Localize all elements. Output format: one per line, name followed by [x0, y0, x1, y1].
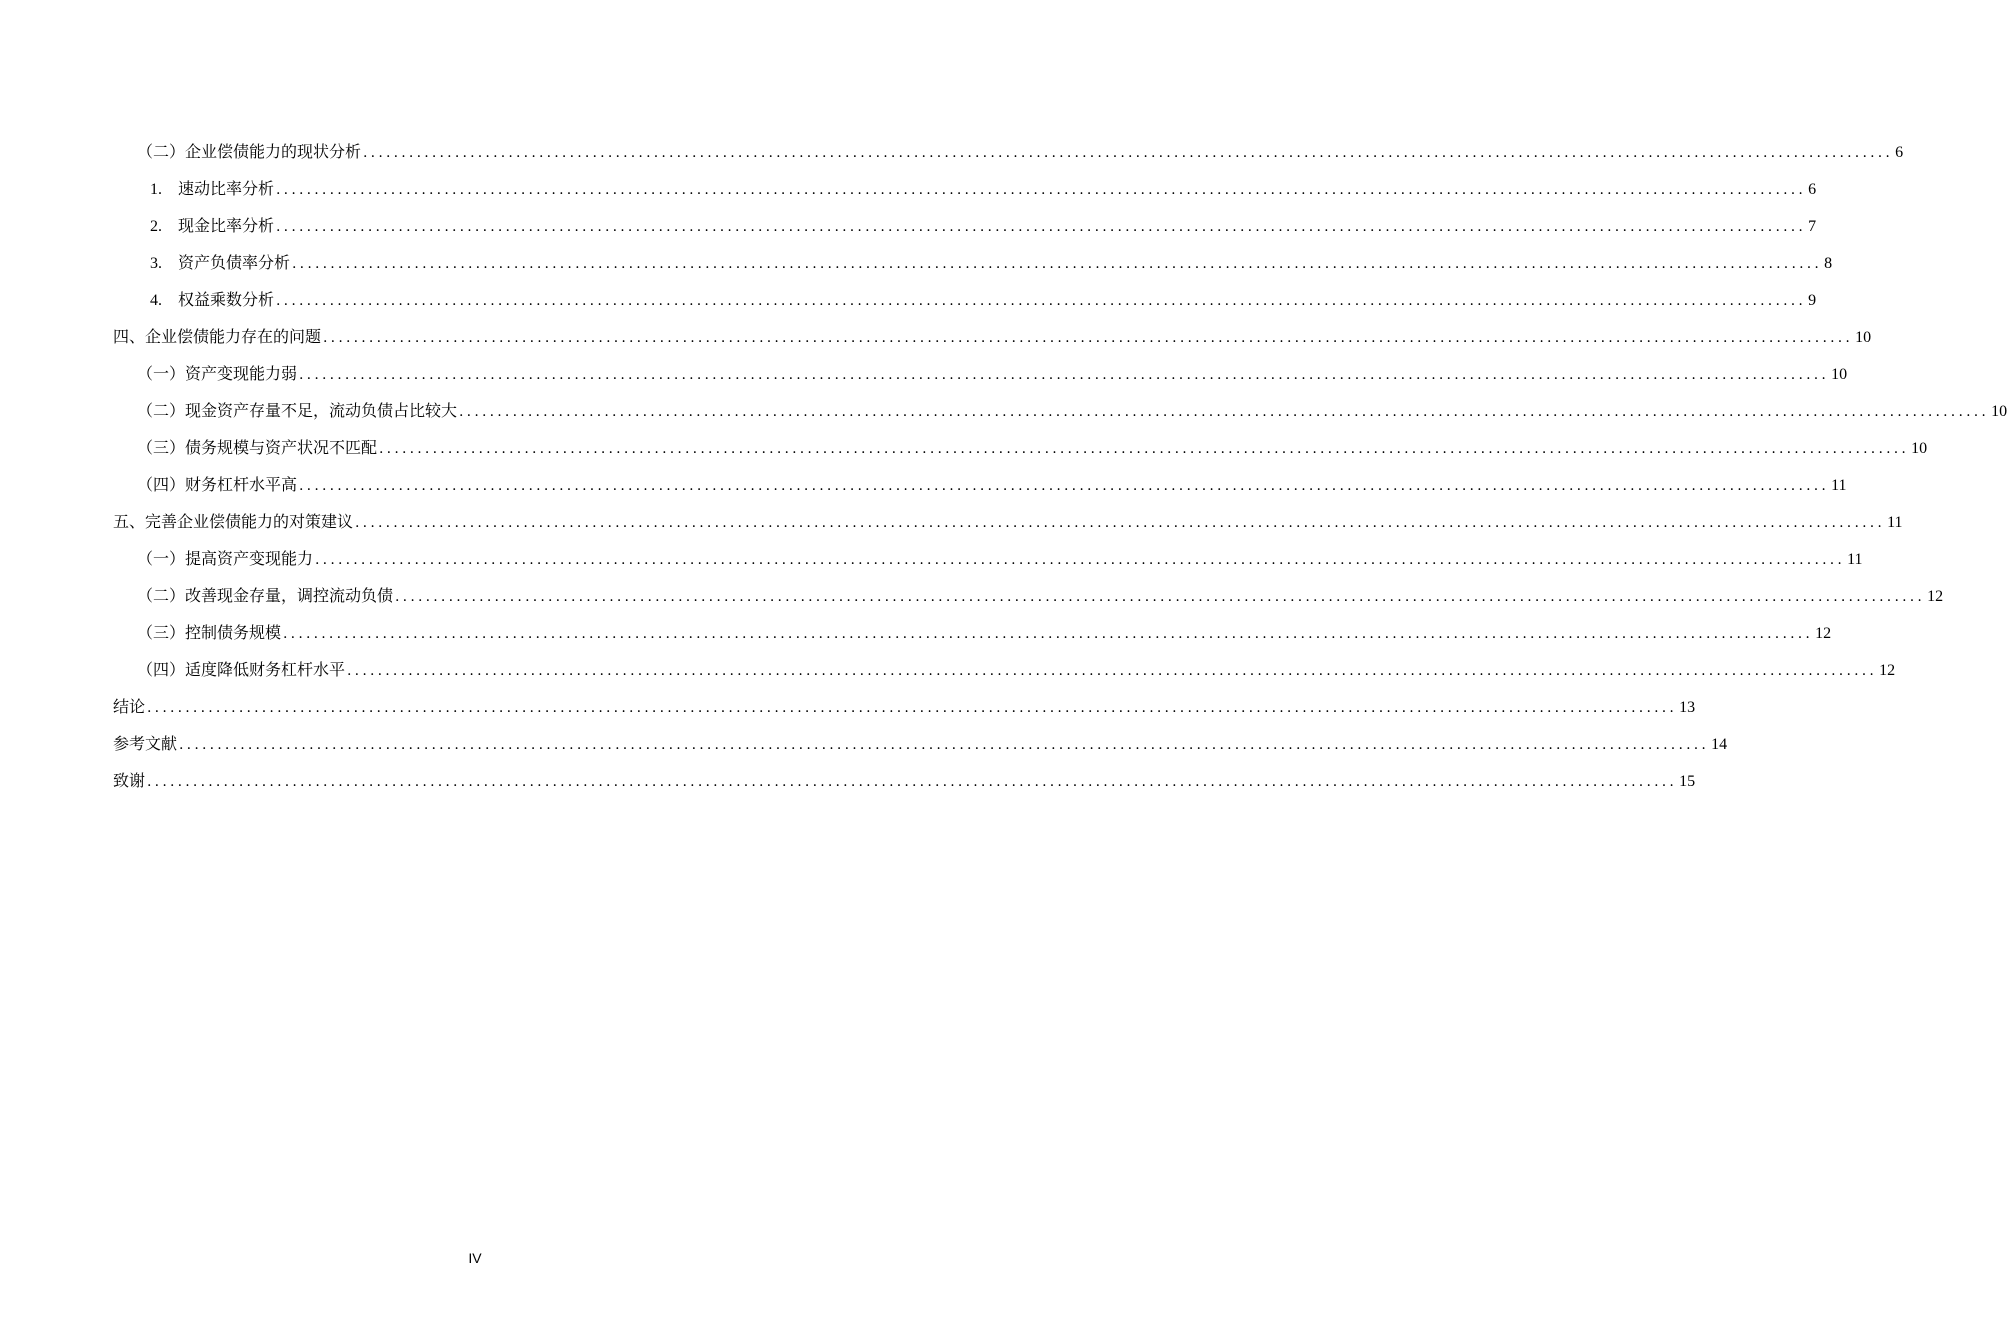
- dot-leader: ........................................................................................................................................................................................................: [299, 478, 1830, 494]
- dot-leader: ........................................................................................................................................................................................................: [276, 219, 1807, 235]
- toc-entry-number: 1.: [150, 181, 162, 198]
- toc-entry-page: 8: [1824, 255, 1833, 272]
- dot-leader: ........................................................................................................................................................................................................: [299, 367, 1830, 383]
- toc-entry[interactable]: [0, 285, 1817, 322]
- toc-entry-page: 11: [1887, 514, 1903, 531]
- toc-entry-number: 4.: [150, 292, 162, 309]
- toc-entry-page: 9: [1808, 292, 1817, 309]
- dot-leader: ........................................................................................................................................................................................................: [179, 737, 1710, 753]
- toc-entry-page: 11: [1847, 551, 1863, 568]
- toc-entry-page: 15: [1679, 773, 1696, 790]
- toc-entry-label: 四、企业偿债能力存在的问题: [113, 327, 322, 346]
- toc-entry-label: （一）提高资产变现能力: [137, 549, 314, 568]
- toc-entry[interactable]: [0, 174, 1817, 211]
- toc-entry[interactable]: [0, 396, 2007, 433]
- toc-entry[interactable]: [0, 729, 1728, 766]
- toc-entry-page: 14: [1711, 736, 1728, 753]
- toc-entry-label: （三）债务规模与资产状况不匹配: [137, 438, 378, 457]
- table-of-contents: [0, 137, 2007, 803]
- toc-entry[interactable]: [0, 359, 1848, 396]
- toc-entry-page: 11: [1831, 477, 1847, 494]
- toc-entry[interactable]: [0, 322, 1872, 359]
- toc-entry-label: （二）改善现金存量，调控流动负债: [137, 586, 394, 605]
- toc-entry-number: 3.: [150, 255, 162, 272]
- dot-leader: ........................................................................................................................................................................................................: [276, 293, 1807, 309]
- toc-entry-label: （三）控制债务规模: [137, 623, 282, 642]
- toc-entry[interactable]: [0, 581, 1944, 618]
- toc-entry-label: 参考文献: [113, 734, 178, 753]
- toc-entry-page: 12: [1879, 662, 1896, 679]
- toc-entry-label: （四）财务杠杆水平高: [137, 475, 298, 494]
- dot-leader: ........................................................................................................................................................................................................: [355, 515, 1886, 531]
- toc-entry-page: 10: [1831, 366, 1848, 383]
- dot-leader: ........................................................................................................................................................................................................: [147, 700, 1678, 716]
- toc-entry-number: 2.: [150, 218, 162, 235]
- toc-entry[interactable]: [0, 507, 1903, 544]
- dot-leader: ........................................................................................................................................................................................................: [276, 182, 1807, 198]
- dot-leader: ........................................................................................................................................................................................................: [147, 774, 1678, 790]
- toc-entry-label: 4. 权益乘数分析: [150, 285, 274, 316]
- toc-entry-label: （四）适度降低财务杠杆水平: [137, 660, 346, 679]
- toc-entry-page: 7: [1808, 218, 1817, 235]
- toc-entry-label: （二）企业偿债能力的现状分析: [137, 142, 362, 161]
- dot-leader: ........................................................................................................................................................................................................: [395, 589, 1926, 605]
- toc-entry-page: 12: [1927, 588, 1944, 605]
- toc-entry[interactable]: [0, 470, 1847, 507]
- toc-entry-label: 2. 现金比率分析: [150, 211, 274, 242]
- dot-leader: ........................................................................................................................................................................................................: [347, 663, 1878, 679]
- toc-entry-page: 6: [1808, 181, 1817, 198]
- toc-entry-page: 13: [1679, 699, 1696, 716]
- dot-leader: ........................................................................................................................................................................................................: [363, 145, 1894, 161]
- toc-entry[interactable]: [0, 248, 1833, 285]
- toc-entry[interactable]: [0, 211, 1817, 248]
- toc-entry-label: 致谢: [113, 771, 146, 790]
- dot-leader: ........................................................................................................................................................................................................: [323, 330, 1854, 346]
- toc-entry-page: 12: [1815, 625, 1832, 642]
- toc-entry-page: 10: [1911, 440, 1928, 457]
- page-number: IV: [468, 1250, 482, 1266]
- toc-entry[interactable]: [0, 433, 1928, 470]
- toc-entry[interactable]: [0, 766, 1696, 803]
- toc-entry-label: 五、完善企业偿债能力的对策建议: [113, 512, 354, 531]
- dot-leader: ........................................................................................................................................................................................................: [379, 441, 1910, 457]
- dot-leader: ........................................................................................................................................................................................................: [292, 256, 1823, 272]
- dot-leader: ........................................................................................................................................................................................................: [315, 552, 1846, 568]
- toc-entry[interactable]: [0, 137, 1904, 174]
- toc-entry-label: （二）现金资产存量不足，流动负债占比较大: [137, 401, 458, 420]
- toc-entry-label: 1. 速动比率分析: [150, 174, 274, 205]
- toc-entry[interactable]: [0, 655, 1896, 692]
- toc-entry[interactable]: [0, 618, 1832, 655]
- toc-entry-page: 6: [1895, 144, 1904, 161]
- toc-entry[interactable]: [0, 544, 1863, 581]
- toc-entry-label: （一）资产变现能力弱: [137, 364, 298, 383]
- toc-entry-label: 结论: [113, 697, 146, 716]
- dot-leader: ........................................................................................................................................................................................................: [459, 404, 1990, 420]
- toc-entry-page: 10: [1855, 329, 1872, 346]
- toc-entry-label: 3. 资产负债率分析: [150, 248, 290, 279]
- toc-entry[interactable]: [0, 692, 1696, 729]
- toc-entry-page: 10: [1991, 403, 2007, 420]
- dot-leader: ........................................................................................................................................................................................................: [283, 626, 1814, 642]
